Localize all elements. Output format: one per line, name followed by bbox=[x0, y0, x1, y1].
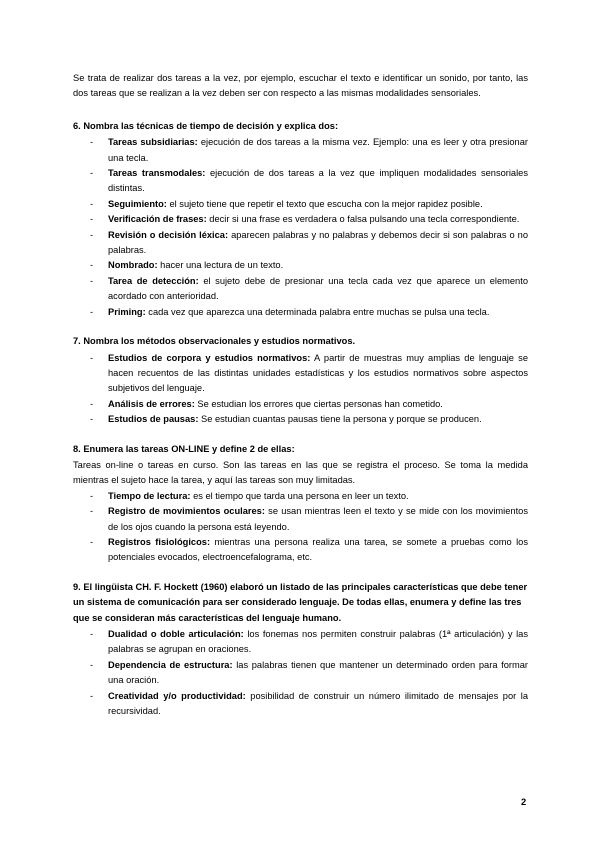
item-text: Se estudian cuantas pausas tiene la persona y porque se producen. bbox=[198, 414, 482, 425]
list-item bbox=[73, 658, 528, 689]
item-term: Dependencia de estructura: bbox=[108, 659, 233, 670]
list-item bbox=[73, 197, 528, 212]
question-heading: 7. Nombra los métodos observacionales y estudios normativos. bbox=[73, 336, 356, 347]
intro-paragraph: Se trata de realizar dos tareas a la vez, por ejemplo, escuchar el texto e identificar un sonido, por tanto, las dos tareas que se realizan a la vez deben ser con respecto a las mismas modalidades sensoriales. bbox=[73, 73, 528, 99]
list-item bbox=[73, 489, 528, 504]
question-section bbox=[73, 334, 528, 427]
list-item bbox=[73, 627, 528, 658]
item-term: Revisión o decisión léxica: bbox=[108, 229, 229, 240]
list-item bbox=[73, 305, 528, 320]
item-term: Tareas subsidiarias: bbox=[108, 137, 198, 148]
list-item bbox=[73, 258, 528, 273]
item-text: posibilidad de construir un número ilimitado de mensajes por la recursividad. bbox=[108, 690, 528, 717]
item-text: los fonemas nos permiten construir palabras (1ª articulación) y las palabras se agrupan en oraciones. bbox=[108, 629, 528, 655]
dash-bullet-icon: - bbox=[90, 214, 94, 225]
dash-bullet-icon: - bbox=[90, 414, 94, 425]
item-text: cada vez que aparezca una determinada palabra entre muchas se pulsa una tecla. bbox=[145, 306, 490, 317]
question-section bbox=[73, 580, 528, 720]
item-text: es el tiempo que tarda una persona en leer un texto. bbox=[190, 490, 409, 501]
item-term: Registro de movimientos oculares: bbox=[108, 506, 265, 517]
item-term: Tareas transmodales: bbox=[108, 168, 206, 179]
item-text: decir si una frase es verdadera o falsa pulsando una tecla correspondiente. bbox=[206, 214, 520, 225]
item-text: aparecen palabras y no palabras y debemos decir si son palabras o no palabras. bbox=[108, 229, 528, 256]
bullet-list bbox=[73, 351, 528, 428]
item-term: Análisis de errores: bbox=[108, 398, 195, 409]
list-item bbox=[73, 412, 528, 427]
list-item bbox=[73, 397, 528, 412]
dash-bullet-icon: - bbox=[90, 536, 94, 547]
item-term: Creatividad y/o productividad: bbox=[108, 690, 246, 701]
item-term: Registros fisiológicos: bbox=[108, 536, 211, 547]
dash-bullet-icon: - bbox=[90, 398, 94, 409]
item-text: el sujeto tiene que repetir el texto que escucha con la mejor rapidez posible. bbox=[166, 198, 483, 209]
dash-bullet-icon: - bbox=[90, 659, 94, 670]
question-heading: 8. Enumera las tareas ON-LINE y define 2 de ellas: bbox=[73, 443, 295, 454]
question-sections bbox=[73, 119, 528, 720]
dash-bullet-icon: - bbox=[90, 506, 94, 517]
item-text: ejecución de dos tareas a la vez que impliquen modalidades sensoriales distintas. bbox=[108, 168, 528, 194]
question-section bbox=[73, 119, 528, 320]
item-text: hacer una lectura de un texto. bbox=[157, 260, 284, 271]
item-term: Priming: bbox=[108, 306, 146, 317]
list-item bbox=[73, 166, 528, 197]
bullet-list bbox=[73, 489, 528, 566]
item-term: Estudios de corpora y estudios normativos: bbox=[108, 352, 311, 363]
list-item bbox=[73, 689, 528, 720]
dash-bullet-icon: - bbox=[90, 275, 94, 286]
item-text: mientras una persona realiza una tarea, se somete a pruebas como los potenciales evocados, electroencefalograma, etc. bbox=[108, 536, 528, 563]
item-text: se usan mientras leen el texto y se mide con los movimientos de los ojos cuando la persona está leyendo. bbox=[108, 506, 528, 532]
dash-bullet-icon: - bbox=[90, 306, 94, 317]
bullet-list bbox=[73, 135, 528, 320]
item-text: las palabras tienen que mantener un determinado orden para formar una oración. bbox=[108, 659, 528, 686]
list-item bbox=[73, 135, 528, 166]
list-item bbox=[73, 351, 528, 397]
list-item bbox=[73, 535, 528, 566]
list-item bbox=[73, 228, 528, 259]
dash-bullet-icon: - bbox=[90, 352, 94, 363]
item-term: Dualidad o doble articulación: bbox=[108, 629, 244, 639]
dash-bullet-icon: - bbox=[90, 490, 94, 501]
item-text: Se estudian los errores que ciertas personas han cometido. bbox=[194, 398, 443, 409]
list-item bbox=[73, 212, 528, 227]
section-paragraph: Tareas on-line o tareas en curso. Son las tareas en las que se registra el proceso. Se toma la medida mientras el sujeto hace la tarea, y aquí las tareas son muy limitadas. bbox=[73, 459, 528, 486]
item-text: A partir de muestras muy amplias de lenguaje se hacen recuentos de las distintas unidades estadísticas y los estudios normativos sobre aspectos subjetivos del lenguaje. bbox=[108, 352, 528, 394]
question-heading: 6. Nombra las técnicas de tiempo de decisión y explica dos: bbox=[73, 120, 339, 131]
dash-bullet-icon: - bbox=[90, 690, 94, 701]
dash-bullet-icon: - bbox=[90, 198, 94, 209]
item-term: Estudios de pausas: bbox=[108, 414, 199, 425]
item-term: Seguimiento: bbox=[108, 198, 167, 209]
list-item bbox=[73, 504, 528, 535]
dash-bullet-icon: - bbox=[90, 260, 94, 271]
item-term: Tiempo de lectura: bbox=[108, 490, 191, 501]
question-heading: 9. El lingüista CH. F. Hockett (1960) elaboró un listado de las principales características que debe tener un sistema de comunicación para ser considerado lenguaje. De todas ellas, enumera y define las tres que se consideran más características del lenguaje humano. bbox=[73, 581, 528, 623]
item-term: Tarea de detección: bbox=[108, 275, 199, 286]
dash-bullet-icon: - bbox=[90, 168, 94, 179]
question-section bbox=[73, 442, 528, 566]
page-number: 2 bbox=[521, 797, 527, 807]
item-term: Verificación de frases: bbox=[108, 214, 207, 225]
item-text: ejecución de dos tareas a la misma vez. Ejemplo: una es leer y otra presionar una tecla. bbox=[108, 137, 528, 163]
dash-bullet-icon: - bbox=[90, 229, 94, 240]
document-page bbox=[73, 71, 528, 733]
item-text: el sujeto debe de presionar una tecla cada vez que aparece un elemento acordado con anterioridad. bbox=[108, 275, 528, 302]
bullet-list bbox=[73, 627, 528, 719]
item-term: Nombrado: bbox=[108, 260, 158, 271]
list-item bbox=[73, 274, 528, 305]
dash-bullet-icon: - bbox=[90, 137, 94, 148]
dash-bullet-icon: - bbox=[90, 629, 94, 639]
